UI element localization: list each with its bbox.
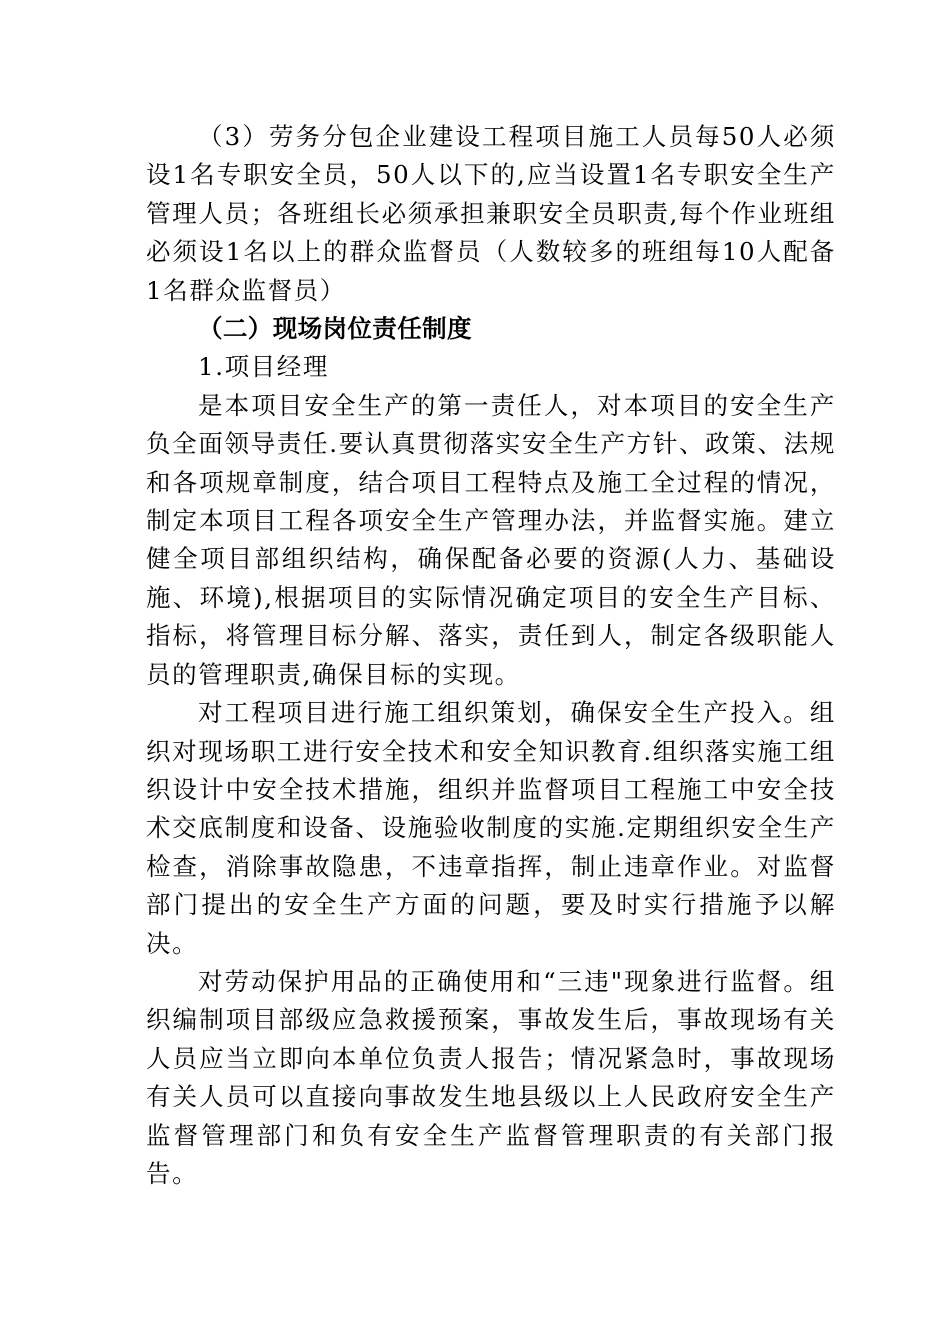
section-heading: （二）现场岗位责任制度 (198, 314, 472, 344)
paragraph-protective-equipment: 对劳动保护用品的正确使用和“三违"现象进行监督。组织编制项目部级应急救援预案，事故发生后，事故现场有关人员应当立即向本单位负责人报告；情况紧急时，事故现场有关人员可以直接向事故发生地县级以上人民政府安全生产监督管理部门和负有安全生产监督管理职责的有关部门报告。 (146, 966, 836, 1188)
document-body (146, 118, 836, 1193)
paragraph-pm-responsibility: 是本项目安全生产的第一责任人，对本项目的安全生产负全面领导责任.要认真贯彻落实安全生产方针、政策、法规和各项规章制度，结合项目工程特点及施工全过程的情况，制定本项目工程各项安全生产管理办法，并监督实施。建立健全项目部组织结构，确保配备必要的资源(人力、基础设施、环境),根据项目的实际情况确定项目的安全生产目标、指标，将管理目标分解、落实，责任到人，制定各级职能人员的管理职责,确保目标的实现。 (146, 390, 836, 689)
paragraph-construction-planning: 对工程项目进行施工组织策划，确保安全生产投入。组织对现场职工进行安全技术和安全知识教育.组织落实施工组织设计中安全技术措施，组织并监督项目工程施工中安全技术交底制度和设备、设施验收制度的实施.定期组织安全生产检查，消除事故隐患，不违章指挥，制止违章作业。对监督部门提出的安全生产方面的问题，要及时实行措施予以解决。 (146, 698, 836, 958)
subsection-heading: 1.项目经理 (198, 352, 329, 382)
paragraph-labor-subcontract: （3）劳务分包企业建设工程项目施工人员每50人必须设1名专职安全员，50人以下的,应当设置1名专职安全生产管理人员；各班组长必须承担兼职安全员职责,每个作业班组必须设1名以上的群众监督员（人数较多的班组每10人配备1名群众监督员） (146, 122, 836, 305)
